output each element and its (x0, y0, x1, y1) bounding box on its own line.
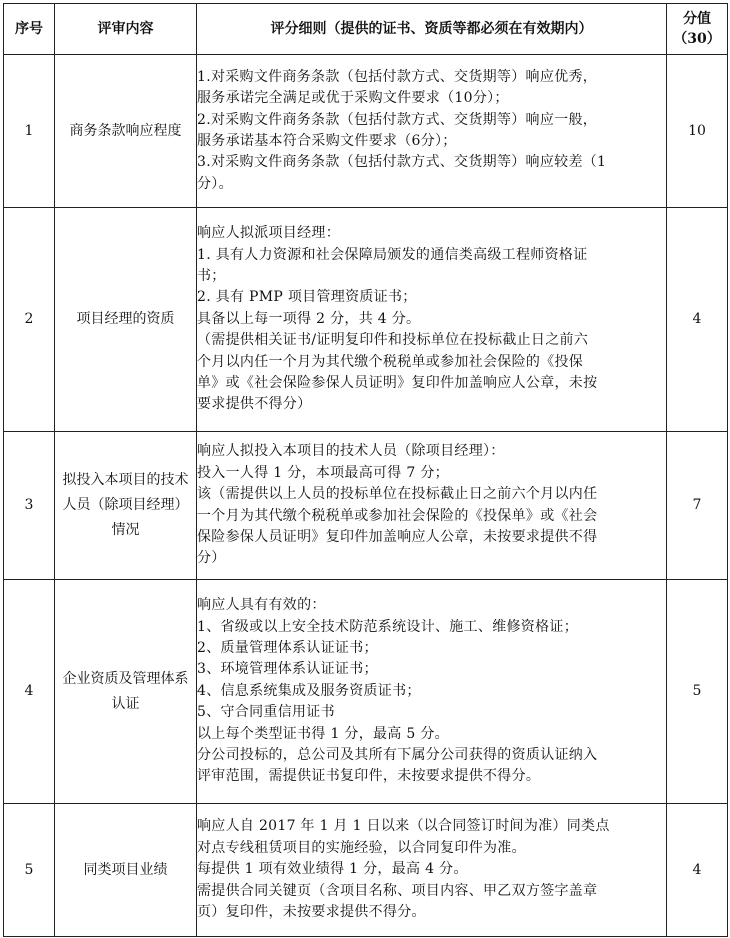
header-score-label: 分值 (683, 11, 711, 27)
table-header-row (4, 4, 728, 55)
review-content-cell (55, 580, 197, 804)
detail-line: 响应人具有有效的： (197, 597, 326, 614)
review-content: 企业资质及管理体系认证 (62, 670, 189, 712)
review-content: 拟投入本项目的技术人员（除项目经理）情况 (62, 472, 189, 538)
review-content: 同类项目业绩 (83, 861, 168, 878)
row-number: 2 (4, 208, 55, 432)
detail-line: 2、质量管理体系认证证书； (197, 639, 378, 656)
detail-line: 保险参保人员证明》复印件加盖响应人公章，未按要求提供不得 (197, 528, 598, 545)
review-content-cell (55, 55, 197, 208)
scoring-detail (197, 55, 667, 208)
detail-line: 该（需提供以上人员的投标单位在投标截止日之前六个月以内任 (197, 486, 598, 503)
detail-line: 具备以上每一项得 2 分，共 4 分。 (197, 310, 421, 327)
table-row (4, 432, 728, 580)
header-detail: 评分细则（提供的证书、资质等都必须在有效期内） (197, 4, 667, 55)
detail-line: 评审范围，需提供证书复印件，未按要求提供不得分。 (197, 768, 541, 785)
detail-line: 2. 具有 PMP 项目管理资质证书； (197, 289, 417, 306)
row-number: 3 (4, 432, 55, 580)
detail-line: 分）。 (197, 175, 233, 192)
score-value: 5 (667, 580, 728, 804)
detail-line: 1、省级或以上安全技术防范系统设计、施工、维修资格证； (197, 618, 579, 635)
detail-line: 单》或《社会保险参保人员证明》复印件加盖响应人公章，未按 (197, 375, 598, 392)
header-no: 序号 (4, 4, 55, 55)
detail-line: （需提供相关证书/证明复印件和投标单位在投标截止日之前六 (197, 332, 589, 349)
review-content-cell (55, 432, 197, 580)
detail-line: 1. 具有人力资源和社会保障局颁发的通信类高级工程师资格证 (197, 246, 588, 263)
review-content-cell (55, 208, 197, 432)
table-row (4, 208, 728, 432)
scoring-table (3, 3, 728, 937)
detail-line: 1.对采购文件商务条款（包括付款方式、交货期等）响应优秀， (197, 68, 598, 85)
detail-line: 3、环境管理体系认证证书； (197, 661, 378, 678)
review-content: 项目经理的资质 (76, 311, 175, 327)
detail-line: 对点专线租赁项目的实施经验，以合同复印件为准。 (197, 839, 526, 856)
row-number: 5 (4, 804, 55, 937)
detail-line: 个月以内任一个月为其代缴个税税单或参加社会保险的《投保 (197, 353, 584, 370)
scoring-detail (197, 432, 667, 580)
detail-line: 每提供 1 项有效业绩得 1 分，最高 4 分。 (197, 861, 468, 878)
scoring-detail (197, 804, 667, 937)
scoring-detail (197, 208, 667, 432)
detail-line: 响应人自 2017 年 1 月 1 日以来（以合同签订时间为准）同类点 (197, 818, 610, 835)
detail-line: 分公司投标的，总公司及其所有下属分公司获得的资质认证纳入 (197, 747, 598, 764)
detail-line: 5、守合同重信用证书 (197, 704, 335, 721)
detail-line: 需提供合同关键页（含项目名称、项目内容、甲乙双方签字盖章 (197, 882, 598, 899)
detail-line: 投入一人得 1 分，本项最高可得 7 分； (197, 464, 449, 481)
row-number: 1 (4, 55, 55, 208)
detail-line: 响应人拟投入本项目的技术人员（除项目经理）： (197, 443, 505, 460)
score-value: 7 (667, 432, 728, 580)
detail-line: 书； (197, 267, 226, 284)
detail-line: 2.对采购文件商务条款（包括付款方式、交货期等）响应一般， (197, 111, 598, 128)
detail-line: 一个月为其代缴个税税单或参加社会保险的《投保单》或《社会 (197, 507, 598, 524)
detail-line: 响应人拟派项目经理： (197, 225, 340, 242)
detail-line: 4、信息系统集成及服务资质证书； (197, 682, 421, 699)
detail-line: 分） (197, 550, 226, 567)
score-value: 4 (667, 804, 728, 937)
score-value: 4 (667, 208, 728, 432)
row-number: 4 (4, 580, 55, 804)
table-row (4, 804, 728, 937)
scoring-detail (197, 580, 667, 804)
detail-line: 以上每个类型证书得 1 分，最高 5 分。 (197, 725, 449, 742)
table-row (4, 580, 728, 804)
detail-line: 服务承诺完全满足或优于采购文件要求（10分）； (197, 90, 509, 107)
detail-line: 页）复印件，未按要求提供不得分。 (197, 904, 426, 921)
score-value: 10 (667, 55, 728, 208)
detail-line: 服务承诺基本符合采购文件要求（6分）； (197, 133, 457, 149)
review-content: 商务条款响应程度 (69, 122, 182, 139)
review-content-cell (55, 804, 197, 937)
header-score (667, 4, 728, 55)
detail-line: 3.对采购文件商务条款（包括付款方式、交货期等）响应较差（1 (197, 154, 607, 171)
header-score-total: （30） (673, 31, 721, 47)
table-row (4, 55, 728, 208)
header-content: 评审内容 (55, 4, 197, 55)
detail-line: 要求提供不得分） (197, 396, 312, 413)
